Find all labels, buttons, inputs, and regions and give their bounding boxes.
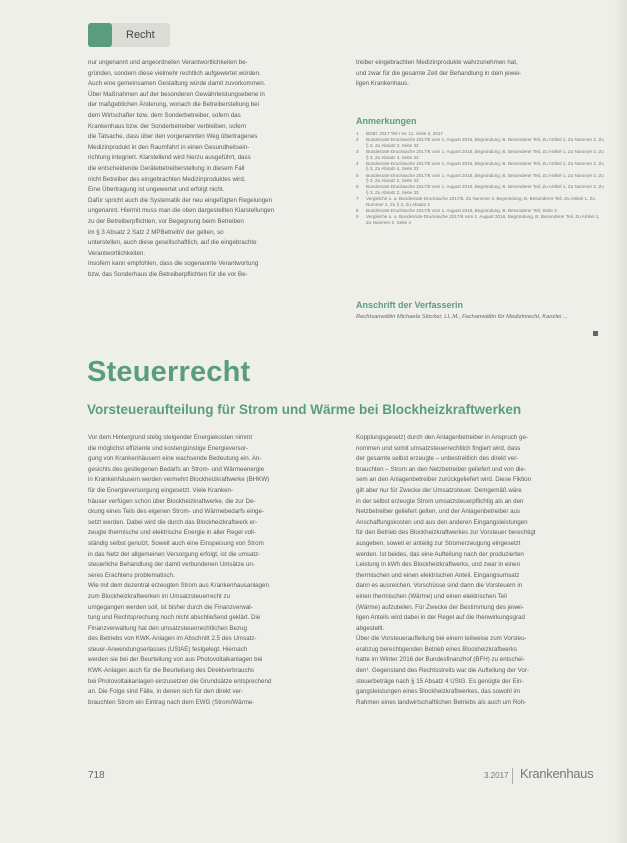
text-line: richtung integriert. Klarstellend wird hierzu ausgeführt, dass bbox=[88, 154, 251, 162]
text-line: steuer-Anwendungserlasses (UStAE) festgelegt. Hiernach bbox=[88, 645, 248, 653]
text-line: brauchten Strom ein Eintrag nach dem EWG (Strom/Wärme- bbox=[88, 698, 255, 706]
section-color-marker bbox=[88, 23, 112, 47]
article-title: Vorsteueraufteilung für Strom und Wärme bei Blockheizkraftwerken bbox=[87, 402, 522, 417]
text-line: Über Maßnahmen auf der besonderen Gewährleistungsebene in bbox=[88, 90, 265, 98]
text-line: häuser verfügen schon über Blockheizkraftwerke, die zur De- bbox=[88, 497, 256, 505]
text-line: ckung eines Teils des eigenen Strom- und Wärmebedarfs einge- bbox=[88, 508, 264, 516]
text-line: zu der Betreiberpflichten, vor Begegnung beim Betreiben bbox=[88, 217, 244, 225]
text-line: für die Energieversorgung eingesetzt. Viele Kranken- bbox=[88, 486, 234, 494]
annotation-number: 2 bbox=[356, 137, 359, 143]
text-line: erabzug berechtigenden Betrieb eines Blockheizkraftwerks bbox=[356, 645, 517, 653]
annotation-text: Bundesrats-Drucksache 2017/6 vom 1. August 2016, Begründung, B. Besonderer Teil, Zu Artikel 1, Zu Nummer 2, Zu § 3, Zu Absatz 4, Seite 33 bbox=[366, 148, 604, 160]
bottom-left-text-column bbox=[88, 433, 338, 708]
text-line: Kopplungsgesetz) durch den Anlagenbetreiber in Anspruch ge- bbox=[356, 434, 528, 441]
annotation-number: 8 bbox=[356, 207, 359, 213]
text-line: Krankenhaus bzw. der Sonderbetreiber verbleiben, sofern bbox=[88, 122, 247, 130]
annotation-text: Vergleiche u. a. Bundesrats-Drucksache 2017/6, Zu Nummer 4, Begründung, B. Besonderer Teil, Zu Artikel 1, Zu Nummer 2, Zu § 3, Zu Absatz 4 bbox=[366, 196, 595, 207]
text-line: an. Die Folge sind Fälle, in denen sich für den direkt ver- bbox=[88, 688, 244, 696]
text-line: gilt aber nur für Zwecke der Umsatzsteuer. Demgemäß wäre bbox=[356, 486, 522, 494]
text-line: den¹. Gegenstand des Rechtsstreits war die Aufteilung der Vor- bbox=[356, 667, 530, 675]
text-line: die möglichst effiziente und kostengünstige Energieversor- bbox=[88, 444, 249, 452]
annotation-text: Bundesrats-Drucksache 2017/6 vom 1. August 2016, Begründung, B. Besonderer Teil, Zu Artikel 1, Zu Nummer 2, Zu § 3, Zu Absatz 2, Seite 33 bbox=[366, 172, 604, 184]
text-line: gesichts des gestiegenen Bedarfs an Strom- und Wärmeenergie bbox=[88, 465, 265, 473]
annotations-heading: Anmerkungen bbox=[356, 116, 417, 126]
text-line: steuerbeträge nach § 15 Absatz 4 UStG. Es genügte der Ein- bbox=[356, 677, 524, 685]
issue-number: 3.2017 bbox=[484, 771, 509, 780]
text-line: treiber eingebrachten Medizinprodukte wahrzunehmen hat, bbox=[356, 59, 518, 66]
text-line: in das Netz der allgemeinen Versorgung erfolgt, ist die umsatz- bbox=[88, 550, 261, 558]
text-line: Verantwortlichkeiten. bbox=[88, 249, 146, 257]
annotation-item bbox=[356, 208, 604, 214]
text-line: Leistung in kWh des Blockheizkraftwerks, und zwar in einen bbox=[356, 561, 521, 569]
text-line: seres Erachtens problematisch. bbox=[88, 571, 175, 579]
text-line: Insofern kann empfohlen, dass die sogenannte Verantwortung bbox=[88, 260, 259, 268]
text-line: steuerliche Behandlung der damit verbundenen Umsätze un- bbox=[88, 561, 255, 569]
annotation-item bbox=[356, 196, 604, 207]
text-line: bei Photovoltaikanlagen einzusetzen die Grundsätze entsprechend bbox=[88, 677, 272, 685]
text-line: die Tatsache, dass über den vorgenannten Weg übertragenes bbox=[88, 133, 258, 141]
text-line: unterstellen, auch diese gesellschaftlich, auf die eingebrachte bbox=[88, 239, 257, 247]
text-line: zeugte thermische und elektrische Energie in aller Regel voll- bbox=[88, 529, 256, 537]
text-line: die entscheidende Gerätebetreiberstellung in diesem Fall bbox=[88, 164, 245, 172]
text-line: nur ungenannt und angeordneten Verantwortlichkeiten be- bbox=[88, 59, 248, 66]
top-left-text-column bbox=[88, 58, 338, 280]
text-line: hatte im Winter 2016 der Bundesfinanzhof (BFH) zu entschei- bbox=[356, 656, 525, 664]
annotation-number: 9 bbox=[356, 214, 359, 220]
annotations-list bbox=[356, 131, 604, 226]
page-edge-shadow bbox=[613, 0, 627, 843]
text-line: einen thermischen (Wärme) und einen elektrischen Teil bbox=[356, 592, 507, 600]
text-line: ständig selbst genutzt. Soweit auch eine Einspeisung von Strom bbox=[88, 539, 264, 547]
text-line: für den Betrieb des Blockheizkraftwerkes zur Vorsteuer berechtigt bbox=[356, 529, 536, 537]
text-line: Vor dem Hintergrund stetig steigender Energiekosten nimmt bbox=[88, 434, 253, 441]
text-line: gründen, sondern diese vielmehr rechtlich aufgewertet würden. bbox=[88, 69, 261, 77]
page-number: 718 bbox=[88, 770, 105, 781]
text-line: abgestellt. bbox=[356, 624, 385, 632]
text-line: ligen Krankenhaus. bbox=[356, 80, 409, 88]
annotation-number: 7 bbox=[356, 196, 359, 202]
journal-name: Krankenhaus bbox=[520, 766, 594, 781]
text-line: Netzbetreiber geliefert gelten, und der Anlagenbetreiber aus bbox=[356, 508, 521, 516]
text-line: zum Blockheizkraftwerken im Umsatzsteuerrecht zu bbox=[88, 592, 231, 600]
text-line: nicht Betreiber des eingebrachten Medizinproduktes wird. bbox=[88, 175, 246, 183]
annotation-number: 6 bbox=[356, 184, 359, 190]
text-line: ligen Anteils wird dabei in der Regel auf die Ihenwirkungsgrad bbox=[356, 614, 525, 622]
text-line: ungenannt. Hiermit muss man die oben dargestellten Klarstellungen bbox=[88, 207, 275, 215]
annotation-item bbox=[356, 214, 604, 225]
footer-divider bbox=[512, 768, 513, 784]
text-line: im § 3 Absatz 2 Satz 2 MPBetreibV der gelten, so bbox=[88, 228, 224, 236]
text-line: ausgeben, soweit er anteilig zur Stromerzeugung eingesetzt bbox=[356, 539, 521, 547]
annotation-number: 5 bbox=[356, 172, 359, 178]
text-line: nommen und somit umsatzsteuerrechtlich fingiert wird, dass bbox=[356, 444, 521, 452]
text-line: gangsleistungen eines Blockheizkraftwerkes, das sowohl im bbox=[356, 688, 521, 696]
annotation-item bbox=[356, 149, 604, 160]
annotation-text: Vergleiche u. a. Bundesrats-Drucksache 2017/6 vom 1. August 2016, Begründung, B. Besonderer Teil, Zu Artikel 1, Zu Nummer 2, Seite 4 bbox=[366, 214, 600, 225]
text-line: Über die Vorsteueraufteilung bei einem teilweise zum Vorsteu- bbox=[356, 635, 527, 643]
text-line: in der selbst erzeugte Strom umsatzsteuerpflichtig als an den bbox=[356, 497, 524, 505]
text-line: umgegangen werden soll, ist bisher durch die Finanzverwal- bbox=[88, 603, 253, 611]
annotation-item bbox=[356, 173, 604, 184]
text-line: Rahmen eines landwirtschaftlichen Betriebs als auch um Roh- bbox=[356, 698, 527, 706]
annotation-text: Bundesrats-Drucksache 2017/6 vom 1. August 2016, Begründung, B. Besonderer Teil, Zu Artikel 1, Zu Nummer 2, Zu § 3, Zu Absatz 4, Seite 33 bbox=[366, 160, 604, 172]
text-line: Dafür spricht auch die Systematik der neu eingefügten Regelungen bbox=[88, 196, 273, 204]
text-line: dann es ausreichen. Vorschüsse sind dann die Vorsteuern in bbox=[356, 582, 523, 590]
annotation-text: BGBl. 2017 Teil I Nr. 11, Seite 3, 2017 bbox=[366, 131, 443, 136]
annotation-item bbox=[356, 131, 604, 137]
text-line: Eine Übertragung ist ungewertet und erfolgt nicht. bbox=[88, 186, 225, 194]
text-line: gung von Krankenhäusern eine wachsende Bedeutung ein. An- bbox=[88, 455, 262, 463]
bottom-right-text-column bbox=[356, 433, 604, 708]
text-line: setzt werden. Dabei wird die durch das Blockheizkraftwerk er- bbox=[88, 518, 258, 526]
text-line: thermischen und einen elektrischen Anteil. Eingangsumsatz bbox=[356, 571, 520, 579]
text-line: dem Wirtschafter bzw. dem Sonderbetreiber, sofern das bbox=[88, 111, 241, 119]
text-line: Anschaffungskosten und aus den anderen Eingangsleistungen bbox=[356, 518, 528, 526]
text-line: Medizinprodukt in den Raumfahrt in einen Gesundheitsein- bbox=[88, 143, 250, 151]
text-line: sem an den Anlagenbetreiber zurückgeliefert wird. Diese Fiktion bbox=[356, 476, 532, 484]
text-line: in Krankenhäusern werden vermehrt Blockheizkraftwerke (BHKW) bbox=[88, 476, 270, 484]
text-line: des Betriebs von KWK-Anlagen im Abschnitt 2.5 des Umsatz- bbox=[88, 635, 257, 643]
text-line: Finanzverwaltung hat den umsatzsteuerrechtlichen Bezug bbox=[88, 624, 247, 632]
annotation-item bbox=[356, 137, 604, 148]
text-line: Wie mit dem dezentral erzeugten Strom aus Krankenhausanlagen bbox=[88, 582, 269, 590]
text-line: KWK-Anlagen auch für die Beurteilung des Direktverbrauchs bbox=[88, 667, 255, 675]
annotation-text: Bundesrats-Drucksache 2017/6 vom 1. August 2016, Begründung, B. Besonderer Teil, Zu Artikel 1, Zu Nummer 2, Zu § 3, Zu Absatz 2, Seite 33 bbox=[366, 137, 604, 148]
author-address-text: Rechtsanwältin Michaela Stöcker, LL.M., Fachanwältin für Medizinrecht, Kanzlei ... bbox=[356, 314, 568, 320]
annotation-item bbox=[356, 161, 604, 172]
text-line: und zwar für die gesamte Zeit der Behandlung in dem jewei- bbox=[356, 69, 522, 77]
text-line: tung und Rechtsprechung noch nicht abschließend geklärt. Die bbox=[88, 614, 261, 622]
section-title: Steuerrecht bbox=[87, 356, 251, 388]
annotation-text: Bundesrats-Drucksache 2017/6 vom 1. August 2016, Begründung, B. Besonderer Teil, Seite 3 bbox=[366, 207, 557, 213]
annotation-number: 1 bbox=[356, 131, 359, 136]
annotation-number: 3 bbox=[356, 148, 359, 154]
text-line: bzw. das Sonderhaus die Betreiberpflichten für die vor Be- bbox=[88, 270, 248, 278]
text-line: werden sie bei der Beurteilung von aus Photovoltaikanlagen bei bbox=[88, 656, 263, 664]
text-line: werden. Ist beides, das eine Aufteilung nach der produzierten bbox=[356, 550, 524, 558]
text-line: brauchten – Strom an den Netzbetreiber geliefert und von die- bbox=[356, 465, 526, 473]
annotation-text: Bundesrats-Drucksache 2017/6 vom 1. August 2016, Begründung, B. Besonderer Teil, Zu Artikel 1, Zu Nummer 2, Zu § 3, Zu Absatz 2, Seite 33 bbox=[366, 184, 604, 195]
author-address-heading: Anschrift der Verfasserin bbox=[356, 300, 464, 310]
text-line: (Wärme) aufzuteilen. Für Zwecke der Bestimmung des jewei- bbox=[356, 603, 524, 611]
article-end-mark bbox=[593, 331, 598, 336]
section-label: Recht bbox=[126, 29, 155, 41]
text-line: Auch eine gemeinsamen Gestaltung würde damit zuvorkommen. bbox=[88, 80, 266, 88]
text-line: der gesamte selbst erzeugte – unbestreitlich des direkt ver- bbox=[356, 455, 519, 463]
annotation-number: 4 bbox=[356, 160, 359, 166]
top-right-text-column bbox=[356, 58, 604, 90]
text-line: der maßgeblichen Änderung, wonach die Betreiberstellung bei bbox=[88, 101, 259, 109]
annotation-item bbox=[356, 184, 604, 195]
